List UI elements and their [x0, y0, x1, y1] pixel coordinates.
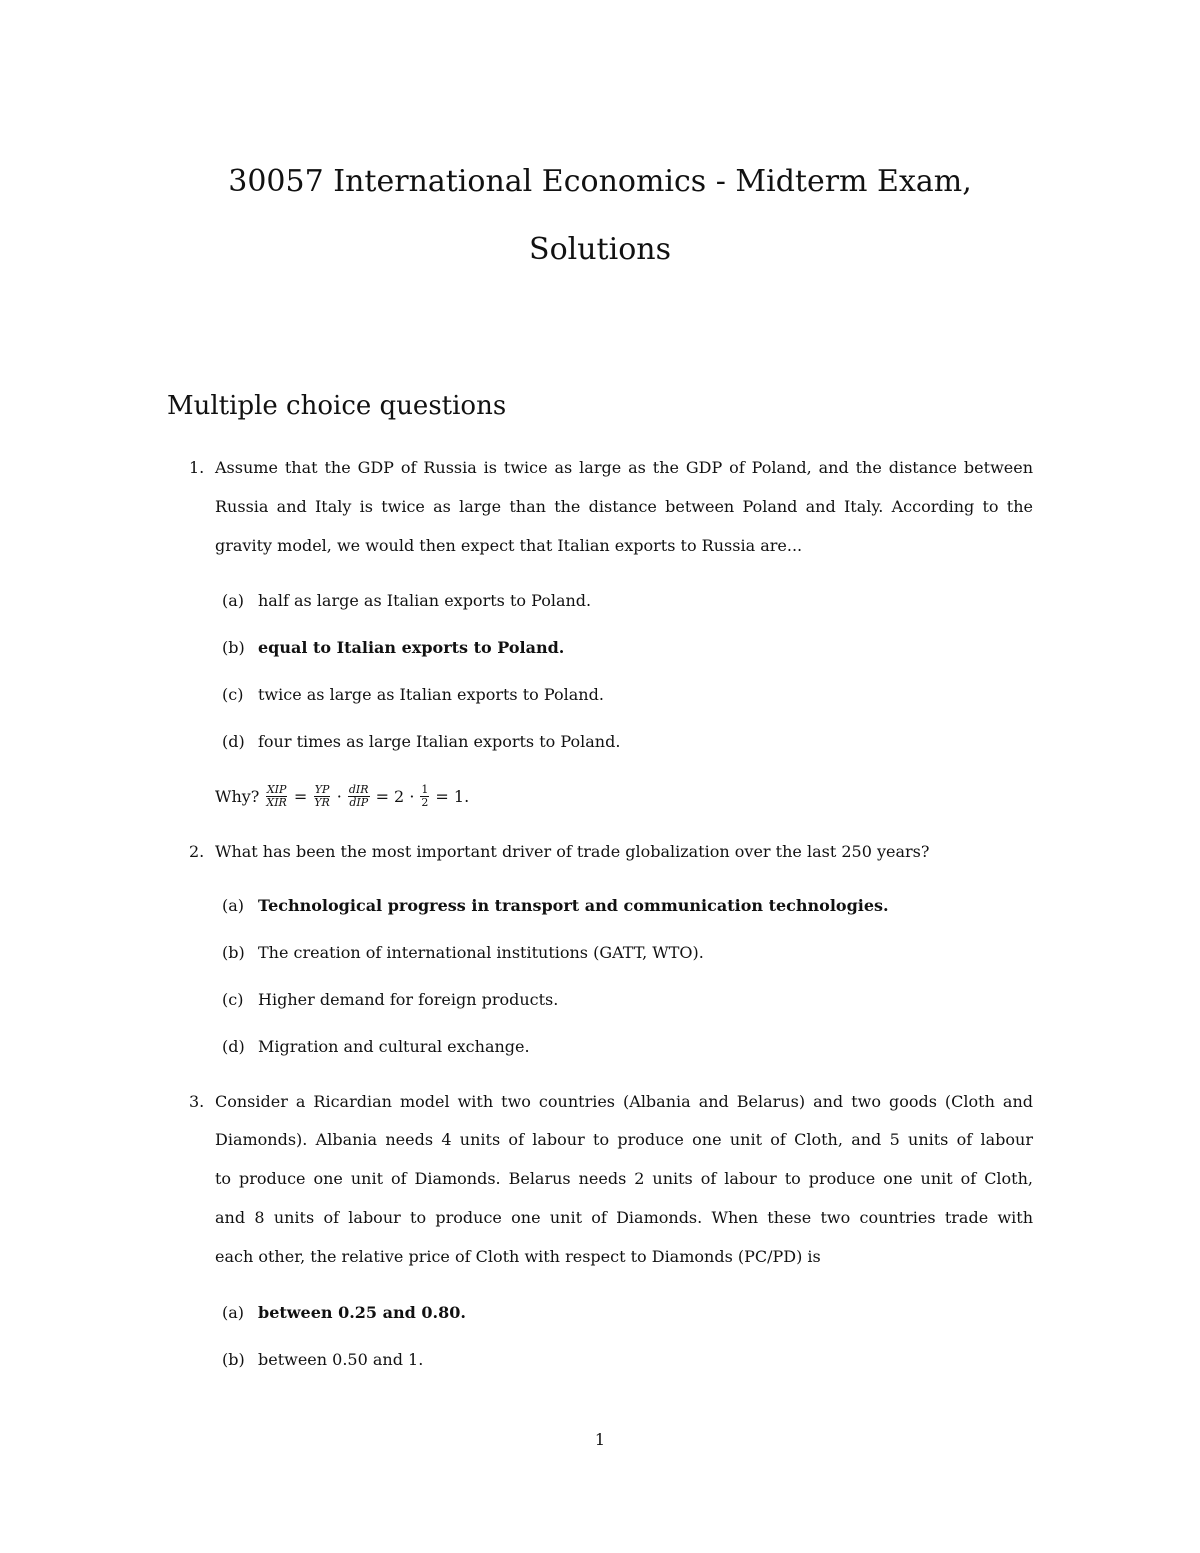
answer-option	[222, 1037, 530, 1057]
question-text-line: What has been the most important driver of trade globalization over the last 250 years?	[215, 842, 930, 861]
fraction-numerator: XIP	[266, 783, 287, 796]
dot-operator: ·	[336, 786, 342, 806]
option-text: The creation of international institutions (GATT, WTO).	[258, 943, 704, 962]
fraction	[265, 784, 287, 809]
fraction-numerator: dIR	[348, 783, 369, 796]
fraction	[348, 784, 370, 809]
formula-text: = 1.	[435, 786, 470, 806]
option-label: (a)	[222, 591, 245, 610]
option-text: half as large as Italian exports to Poland.	[258, 591, 592, 610]
fraction	[420, 784, 429, 809]
fraction-denominator: 2	[421, 796, 429, 809]
option-label: (d)	[222, 732, 245, 751]
question-text-line: gravity model, we would then expect that Italian exports to Russia are...	[215, 536, 803, 555]
option-text: Higher demand for foreign products.	[258, 990, 559, 1009]
fraction-denominator: dIP	[349, 796, 369, 809]
question-text-line: and 8 units of labour to produce one unit of Diamonds. When these two countries trade with	[215, 1208, 1033, 1227]
option-text: between 0.25 and 0.80.	[258, 1303, 466, 1322]
fraction-denominator: YR	[314, 796, 330, 809]
answer-option	[222, 943, 704, 963]
answer-option	[222, 591, 591, 611]
explanation-formula	[215, 784, 469, 809]
fraction	[313, 784, 331, 809]
correct-answer-option	[222, 896, 889, 916]
option-label: (c)	[222, 685, 244, 704]
fraction-numerator: 1	[421, 783, 429, 796]
document-title: 30057 International Economics - Midterm Exam,	[228, 164, 972, 199]
option-label: (d)	[222, 1037, 245, 1056]
why-label: Why?	[215, 786, 260, 806]
option-text: four times as large Italian exports to Poland.	[258, 732, 621, 751]
page-number: 1	[594, 1430, 606, 1449]
question-number: 2.	[189, 842, 205, 861]
answer-option	[222, 1350, 423, 1370]
option-text: between 0.50 and 1.	[258, 1350, 424, 1369]
answer-option	[222, 732, 620, 752]
question-text-line: Russia and Italy is twice as large than the distance between Poland and Italy. According to the	[215, 497, 1033, 516]
document-subtitle: Solutions	[529, 232, 671, 267]
option-text: equal to Italian exports to Poland.	[258, 638, 565, 657]
option-text: Technological progress in transport and communication technologies.	[258, 896, 889, 915]
option-text: Migration and cultural exchange.	[258, 1037, 530, 1056]
option-label: (b)	[222, 1350, 245, 1369]
question-number: 3.	[189, 1092, 205, 1111]
question-number: 1.	[189, 458, 205, 477]
question-text-line: Assume that the GDP of Russia is twice as large as the GDP of Poland, and the distance between	[215, 458, 1033, 477]
correct-answer-option	[222, 638, 564, 658]
option-label: (a)	[222, 1303, 245, 1322]
question-text-line: each other, the relative price of Cloth with respect to Diamonds (PC/PD) is	[215, 1247, 821, 1266]
question-text-line: Consider a Ricardian model with two countries (Albania and Belarus) and two goods (Cloth and	[215, 1092, 1033, 1111]
answer-option	[222, 990, 558, 1010]
option-label: (a)	[222, 896, 245, 915]
option-label: (c)	[222, 990, 244, 1009]
fraction-numerator: YP	[314, 783, 330, 796]
equals-sign: =	[293, 786, 308, 806]
option-label: (b)	[222, 638, 245, 657]
question-text-line: Diamonds). Albania needs 4 units of labour to produce one unit of Cloth, and 5 units of labour	[215, 1130, 1033, 1149]
answer-option	[222, 685, 604, 705]
option-label: (b)	[222, 943, 245, 962]
section-heading: Multiple choice questions	[167, 391, 507, 421]
correct-answer-option	[222, 1303, 466, 1323]
option-text: twice as large as Italian exports to Poland.	[258, 685, 604, 704]
question-text-line: to produce one unit of Diamonds. Belarus needs 2 units of labour to produce one unit of Cloth,	[215, 1169, 1033, 1188]
formula-text: = 2 ·	[375, 786, 415, 806]
fraction-denominator: XIR	[266, 796, 287, 809]
